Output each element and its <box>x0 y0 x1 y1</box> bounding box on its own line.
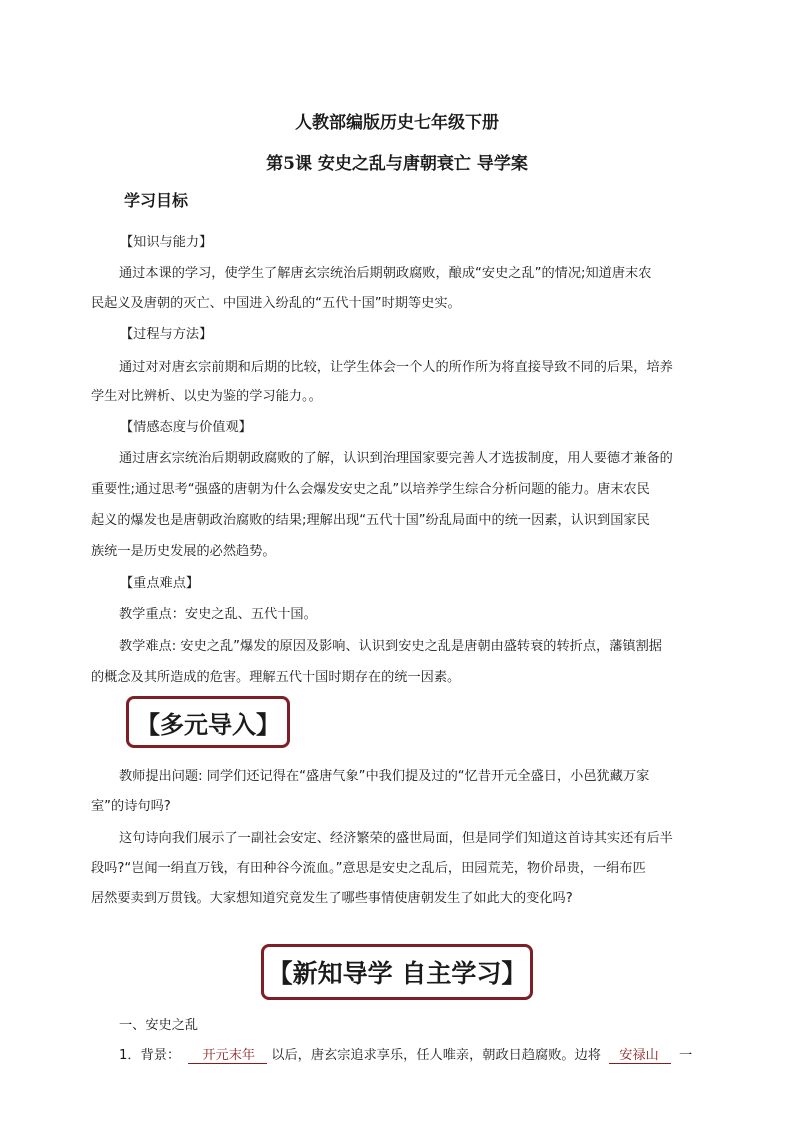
emotion-text-line: 通过唐玄宗统治后期朝政腐败的了解，认识到治理国家要完善人才选拔制度，用人要德才兼备的 <box>119 451 673 466</box>
difficult-points-line: 教学难点: 安史之乱”爆发的原因及影响、认识到安史之乱是唐朝由盛转衰的转折点，藩镇割据 <box>119 639 662 654</box>
knowledge-text-line: 通过本课的学习，使学生了解唐玄宗统治后期朝政腐败，酿成“安史之乱”的情况;知道唐末农 <box>119 266 652 281</box>
document-title: 人教部编版历史七年级下册 <box>295 113 499 133</box>
new-knowledge-section-box <box>261 944 533 1000</box>
process-text-line: 通过对对唐玄宗前期和后期的比较，让学生体会一个人的所作所为将直接导致不同的后果，培养 <box>119 360 673 375</box>
process-text-line: 学生对比辨析、以史为鉴的学习能力。。 <box>91 389 322 404</box>
section-heading-an-shi-rebellion: 一、安史之乱 <box>119 1018 199 1033</box>
key-points-line: 教学重点：安史之乱、五代十国。 <box>119 607 317 622</box>
fill-in-answer-blank[interactable]: 开元末年 <box>188 1048 267 1064</box>
background-middle-text: 以后，唐玄宗追求享乐，任人唯亲，朝政日趋腐败。边将 <box>271 1048 601 1063</box>
emotion-text-line: 重要性;通过思考“强盛的唐朝为什么会爆发安史之乱”以培养学生综合分析问题的能力。唐末农民 <box>91 482 650 497</box>
key-points-heading: 【重点难点】 <box>120 576 200 591</box>
intro-paragraph-line: 居然要卖到万贯钱。大家想知道究竟发生了哪些事情使唐朝发生了如此大的变化吗? <box>91 891 573 906</box>
difficult-points-line: 的概念及其所造成的危害。理解五代十国时期存在的统一因素。 <box>91 670 461 685</box>
knowledge-text-line: 民起义及唐朝的灭亡、中国进入纷乱的“五代十国”时期等史实。 <box>91 296 461 311</box>
intro-paragraph-line: 这句诗向我们展示了一副社会安定、经济繁荣的盛世局面，但是同学们知道这首诗其实还有后半 <box>119 831 673 846</box>
fill-in-answer-blank[interactable]: 安禄山 <box>609 1048 671 1064</box>
lesson-title: 第5课 安史之乱与唐朝衰亡 导学案 <box>266 154 528 174</box>
learning-goals-heading: 学习目标 <box>124 191 189 210</box>
background-fill-in-line <box>119 1044 692 1063</box>
intro-paragraph-line: 室”的诗句吗? <box>91 799 171 814</box>
intro-paragraph-line: 教师提出问题: 同学们还记得在“盛唐气象”中我们提及过的“忆昔开元全盛日，小邑犹藏万家 <box>119 769 650 784</box>
emotion-text-line: 族统一是历史发展的必然趋势。 <box>91 544 276 559</box>
new-knowledge-section-label: 【新知导学 自主学习】 <box>267 959 527 988</box>
emotion-heading: 【情感态度与价值观】 <box>120 420 252 435</box>
intro-section-box <box>126 696 290 748</box>
background-prefix: 1．背景： <box>119 1048 181 1063</box>
intro-section-label: 【多元导入】 <box>136 710 280 739</box>
emotion-text-line: 起义的爆发也是唐朝政治腐败的结果;理解出现“五代十国”纷乱局面中的统一因素，认识到国家民 <box>91 513 650 528</box>
process-heading: 【过程与方法】 <box>120 327 213 342</box>
background-suffix: 一 <box>678 1048 693 1063</box>
knowledge-heading: 【知识与能力】 <box>120 235 213 250</box>
intro-paragraph-line: 段吗?“岂闻一绢直万钱，有田种谷今流血。”意思是安史之乱后，田园荒芜，物价昂贵，一绢布匹 <box>91 861 646 876</box>
